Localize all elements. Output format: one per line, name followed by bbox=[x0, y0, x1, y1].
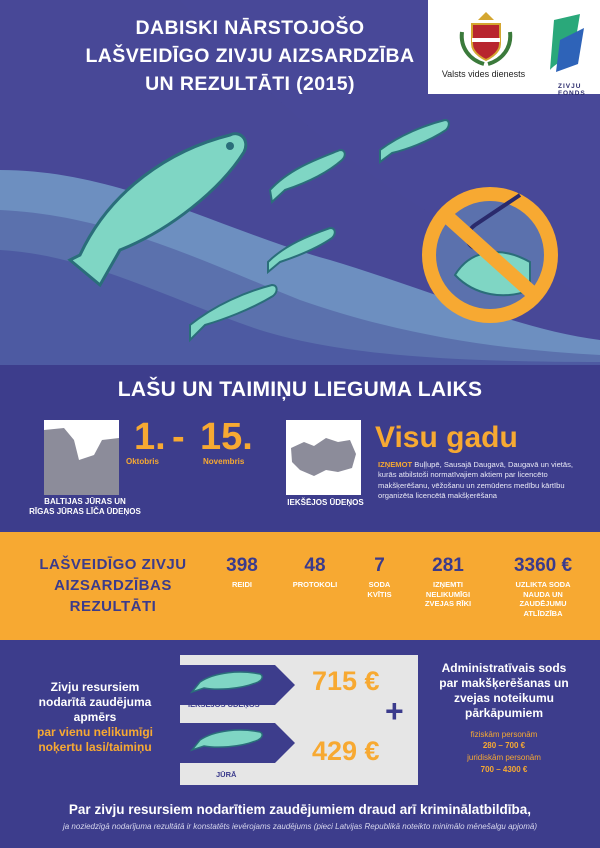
coastal-map-box bbox=[44, 420, 119, 495]
coastal-map-icon bbox=[44, 420, 119, 495]
logo-panel bbox=[428, 0, 600, 97]
legal-persons-label: juridiskām personām bbox=[467, 753, 541, 762]
end-month: Novembris bbox=[203, 457, 245, 466]
stat-value: 3360 € bbox=[513, 555, 573, 576]
legal-persons-amount: 700 – 4300 € bbox=[480, 765, 528, 774]
vvd-logo-text: Valsts vides dienests bbox=[441, 69, 526, 79]
admin-title-line-1: Administratīvais sods bbox=[441, 661, 567, 675]
inland-caption: IEKŠĒJOS ŪDEŅOS bbox=[287, 498, 364, 507]
stat-value: 281 bbox=[432, 555, 464, 576]
results-band bbox=[0, 532, 600, 640]
all-year-label: Visu gadu bbox=[375, 421, 518, 454]
stat-label: ATLĪDZĪBA bbox=[523, 608, 563, 618]
physical-persons-label: fiziskām personām bbox=[470, 730, 538, 739]
stat-label: SODA bbox=[368, 580, 391, 589]
date-dash: - bbox=[172, 416, 185, 458]
latvia-map-icon bbox=[286, 420, 361, 495]
stat-label: PROTOKOLI bbox=[292, 580, 338, 589]
stat-label: UZLIKTA SODA bbox=[515, 580, 571, 589]
results-title-line-2: AIZSARDZĪBAS bbox=[54, 577, 172, 594]
results-title-line-3: REZULTĀTI bbox=[69, 598, 157, 615]
stat-fine-receipts bbox=[352, 554, 407, 599]
zivju-fonds-logo-text: ZIVJU FONDS bbox=[558, 83, 586, 97]
stat-label: IZŅEMTI bbox=[433, 580, 463, 589]
stat-label: ZAUDĒJUMU bbox=[519, 599, 567, 608]
results-title-line-1: LAŠVEIDĪGO ZIVJU bbox=[39, 556, 187, 573]
sea-label: JŪRĀ bbox=[216, 770, 237, 779]
stat-value: 48 bbox=[304, 555, 326, 576]
salmon-small-icon-1 bbox=[270, 150, 345, 202]
start-day: 1. bbox=[134, 416, 166, 458]
title-line-3: UN REZULTĀTI (2015) bbox=[145, 73, 355, 95]
except-text: Buļļupē, Sausajā Daugavā, Daugavā un vietās, kurās atbilstoši normatīvajiem aktiem par licencēto makšķerēšanu, vēžošanu un zemūdens medību kārtību organizēta licencētā makšķerēšana bbox=[378, 460, 574, 501]
coastal-caption bbox=[26, 497, 144, 517]
admin-fine-title bbox=[420, 661, 588, 721]
title-line-2: LAŠVEIDĪGO ZIVJU AIZSARDZĪBA bbox=[85, 45, 415, 67]
sea-arrow-icon bbox=[180, 718, 300, 768]
stat-protocols bbox=[285, 554, 345, 590]
start-month: Oktobris bbox=[126, 457, 159, 466]
damages-line-3: apmērs bbox=[73, 710, 117, 724]
damages-description bbox=[20, 680, 170, 755]
stat-label: NELIKUMĪGI bbox=[425, 589, 471, 599]
except-label: IZŅEMOT bbox=[378, 460, 413, 469]
inland-label: IEKŠĒJOS ŪDEŅOS bbox=[188, 700, 260, 709]
page-title bbox=[70, 14, 430, 98]
coat-of-arms-icon bbox=[458, 8, 514, 66]
stat-label: NAUDA UN bbox=[523, 589, 563, 599]
season-section bbox=[0, 365, 600, 530]
no-fishing-sign-icon bbox=[422, 187, 558, 323]
coastal-caption-line-2: RĪGAS JŪRAS LĪČA ŪDEŅOS bbox=[29, 507, 141, 516]
admin-title-line-3: zvejas noteikumu bbox=[453, 691, 555, 705]
damages-highlight-line-1: par vienu nelikumīgi bbox=[36, 725, 154, 739]
physical-persons-amount: 280 – 700 € bbox=[482, 741, 526, 750]
stat-fines-total bbox=[497, 554, 589, 618]
inland-map-box bbox=[286, 420, 361, 495]
damages-line-1: Zivju resursiem bbox=[50, 680, 140, 694]
results-title bbox=[28, 554, 198, 617]
zivju-fonds-logo-icon bbox=[544, 10, 590, 80]
season-title: LAŠU UN TAIMIŅU LIEGUMA LAIKS bbox=[117, 378, 483, 401]
exception-text bbox=[378, 460, 584, 502]
stat-label: REIDI bbox=[231, 580, 252, 589]
stat-seized-gear bbox=[413, 554, 483, 609]
sea-amount: 429 € bbox=[312, 736, 380, 766]
plus-icon: + bbox=[385, 693, 404, 729]
title-line-1: DABISKI NĀRSTOJOŠO bbox=[135, 17, 365, 39]
admin-title-line-4: pārkāpumiem bbox=[464, 706, 544, 720]
damages-highlight-line-2: noķertu lasi/taimiņu bbox=[38, 740, 152, 754]
stat-raids bbox=[212, 554, 272, 590]
coastal-caption-line-1: BALTIJAS JŪRAS UN bbox=[44, 497, 126, 506]
stat-label: ZVEJAS RĪKI bbox=[424, 599, 472, 608]
footer-main-text: Par zivju resursiem nodarītiem zaudējumiem draud arī kriminālatbildība, bbox=[68, 802, 532, 817]
stat-value: 7 bbox=[374, 555, 385, 576]
footer-sub-text: ja noziedzīgā nodarījuma rezultātā ir konstatēts ievērojams zaudējums (pieci Latvijas Republikā noteikto minimālo mēnešalgu apjomā) bbox=[62, 822, 537, 831]
stat-label: KVĪTIS bbox=[367, 589, 392, 599]
inland-amount: 715 € bbox=[312, 666, 380, 696]
end-day: 15. bbox=[200, 416, 253, 458]
stat-value: 398 bbox=[226, 555, 258, 576]
admin-title-line-2: par makšķerēšanas un bbox=[439, 676, 569, 690]
damages-line-2: nodarītā zaudējuma bbox=[38, 695, 152, 709]
